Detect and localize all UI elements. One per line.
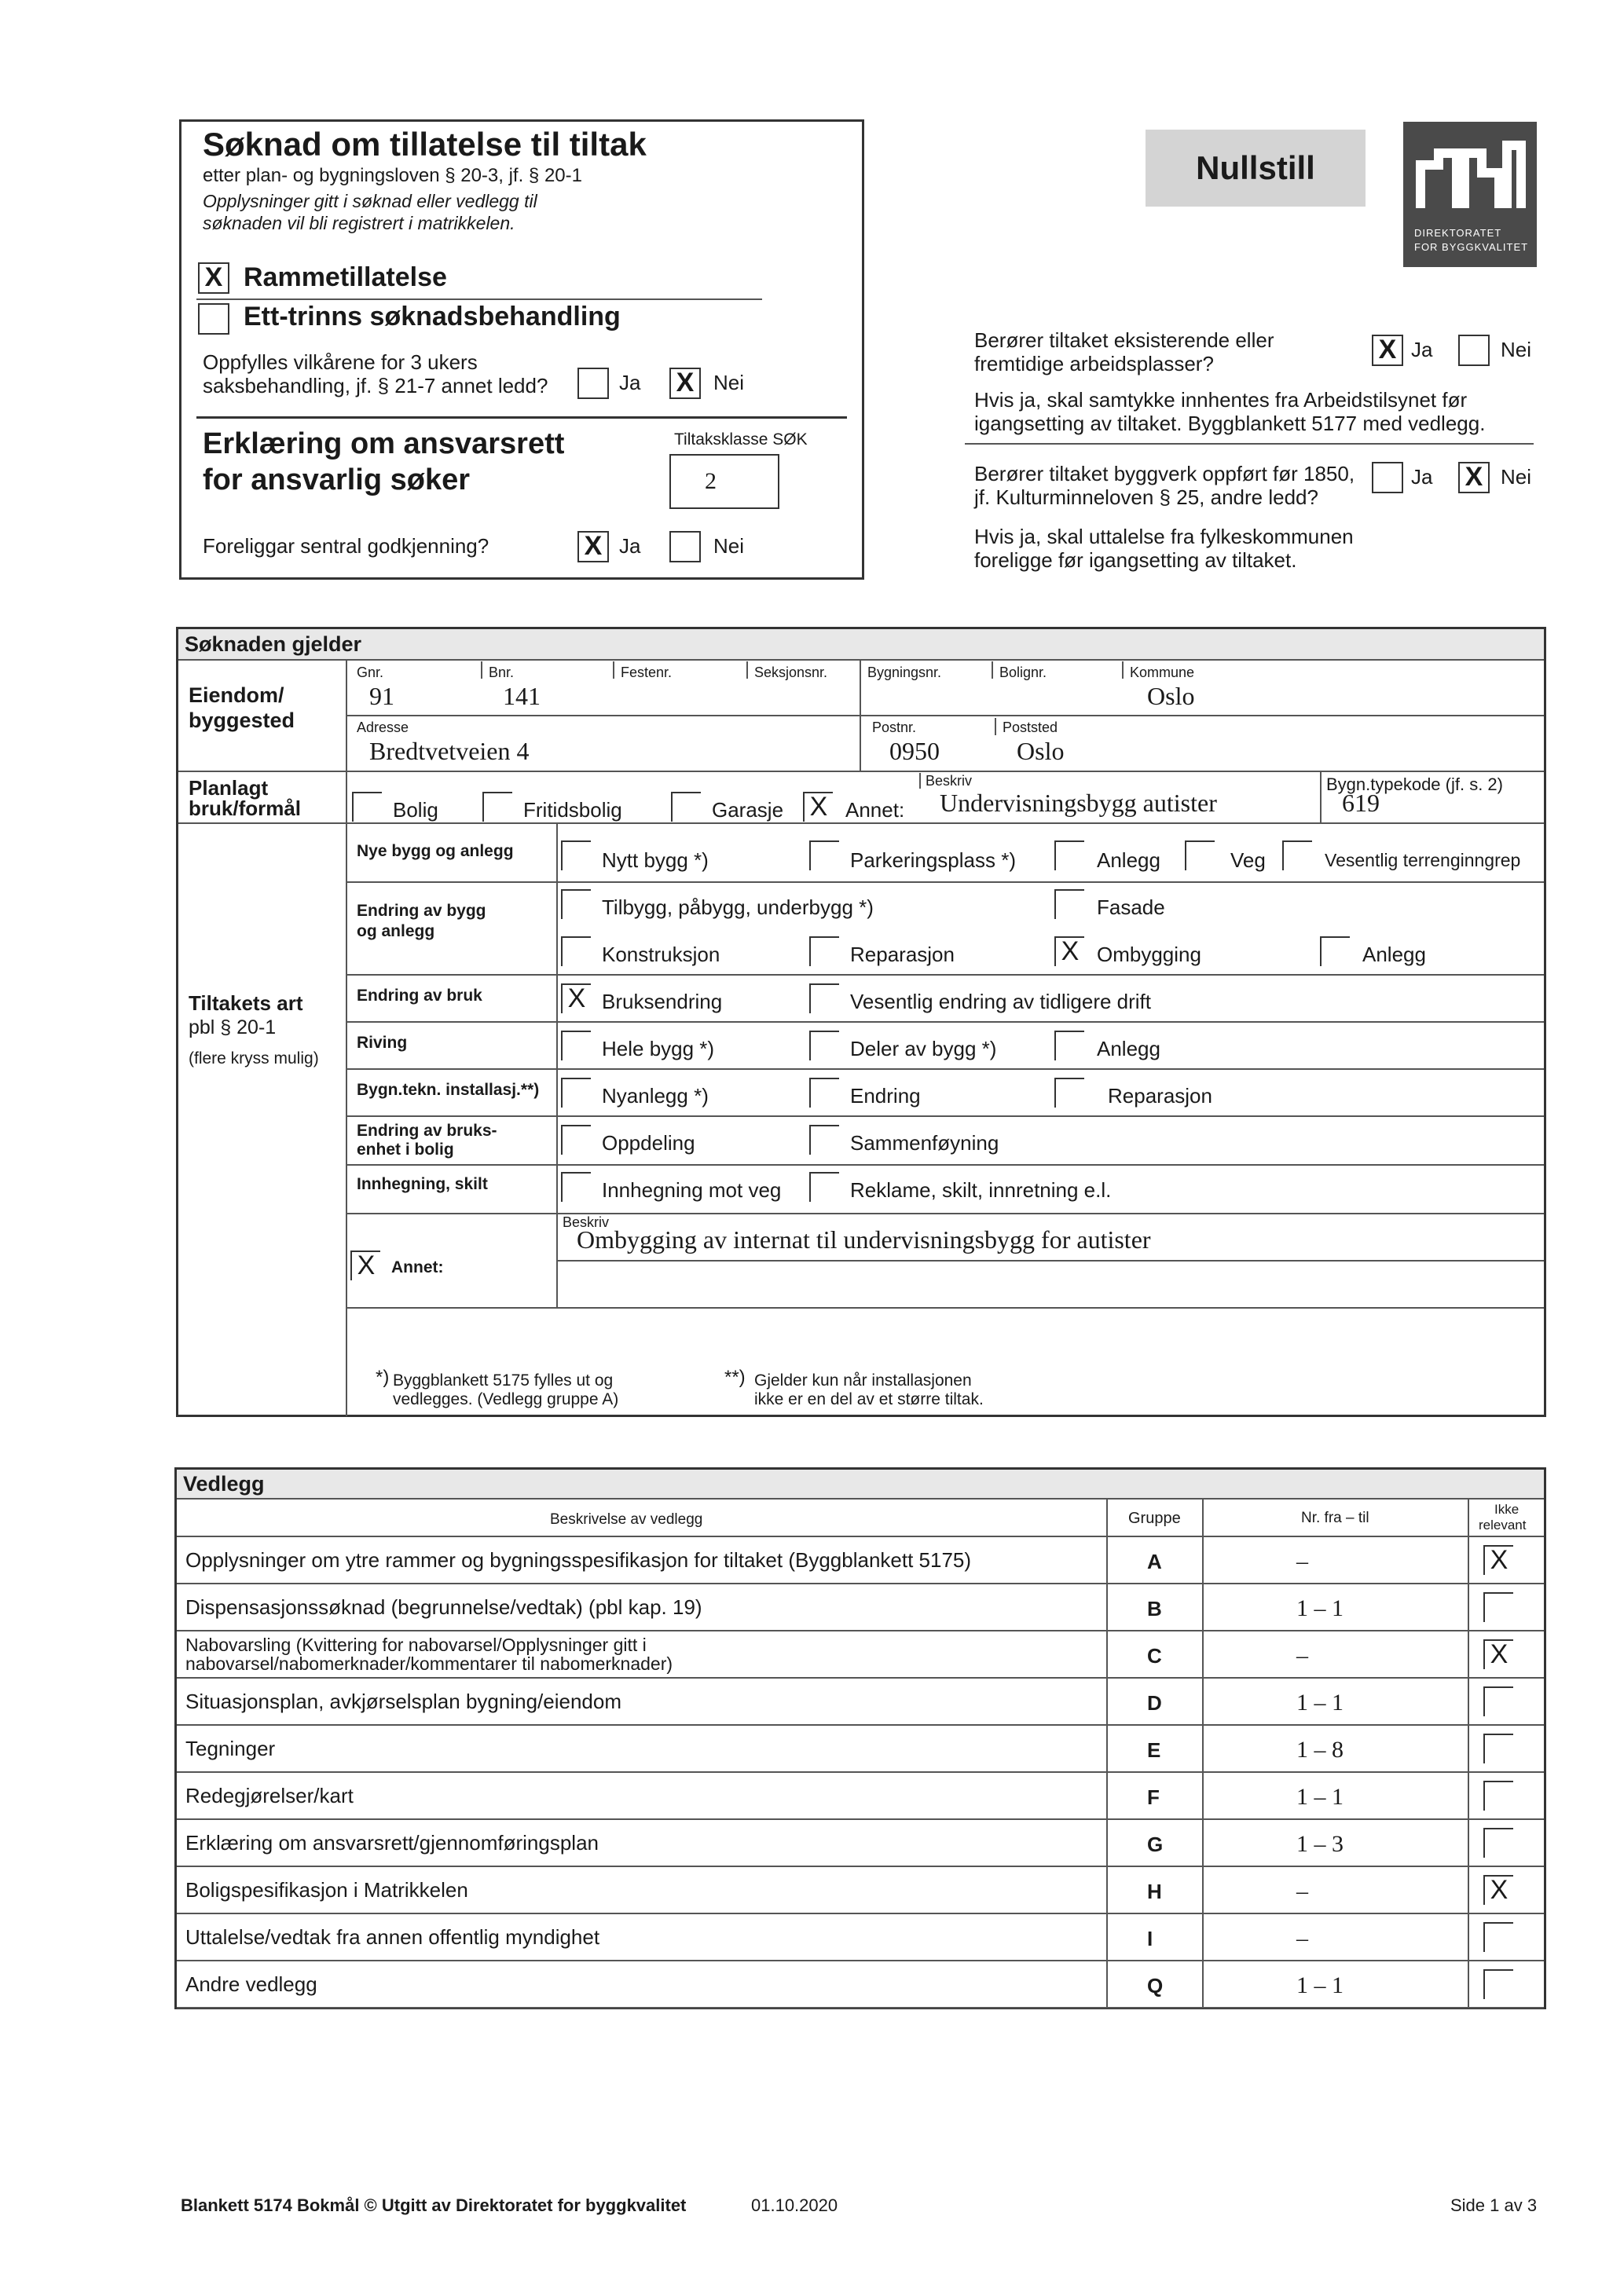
divider	[346, 1021, 1544, 1023]
erklaering-title: Erklæring om ansvarsrett	[203, 427, 565, 460]
divider	[196, 416, 847, 419]
reklame-checkbox[interactable]	[809, 1172, 839, 1202]
garasje-label: Garasje	[712, 798, 784, 822]
terrenginngrep-checkbox[interactable]	[1282, 840, 1312, 870]
sentral-ja-label: Ja	[619, 534, 641, 558]
innhegning-checkbox[interactable]	[561, 1172, 591, 1202]
divider	[177, 1913, 1544, 1914]
tilbygg-checkbox[interactable]	[561, 889, 591, 919]
vedlegg-gruppe: D	[1147, 1691, 1162, 1715]
reparasjon-installasjon-checkbox[interactable]	[1054, 1078, 1084, 1108]
vedlegg-nr[interactable]: 1 – 3	[1296, 1831, 1344, 1857]
divider	[346, 1115, 1544, 1117]
tiltakets-art-label: Tiltakets art	[189, 991, 303, 1015]
divider	[1468, 1498, 1469, 2007]
divider	[177, 1498, 1544, 1500]
fylkeskommune-note-2: foreligge før igangsetting av tiltaket.	[974, 548, 1297, 572]
fritidsbolig-checkbox[interactable]	[482, 792, 512, 822]
vesentlig-endring-checkbox[interactable]	[809, 983, 839, 1013]
innhegning-mot-veg-label: Innhegning mot veg	[602, 1178, 782, 1202]
endring-installasjon-checkbox[interactable]	[809, 1078, 839, 1108]
nyanlegg-checkbox[interactable]	[561, 1078, 591, 1108]
sentral-ja-checkbox[interactable]: X	[577, 531, 609, 562]
divider	[346, 715, 1544, 716]
kulturminne-nei-checkbox[interactable]: X	[1458, 462, 1490, 493]
tiltakets-art-pbl: pbl § 20-1	[189, 1016, 277, 1038]
vedlegg-nr[interactable]: 1 – 1	[1296, 1690, 1344, 1716]
divider	[1122, 661, 1124, 679]
ombygging-label: Ombygging	[1097, 943, 1201, 966]
vedlegg-nr[interactable]: –	[1296, 1925, 1308, 1951]
endring-bygg-label-2: og anlegg	[357, 922, 435, 940]
arbeidstilsynet-note-2: igangsetting av tiltaket. Byggblankett 5177 med vedlegg.	[974, 412, 1486, 435]
bolignr-label: Bolignr.	[999, 665, 1047, 680]
nytt-bygg-checkbox[interactable]	[561, 840, 591, 870]
fasade-checkbox[interactable]	[1054, 889, 1084, 919]
footnote-1: Byggblankett 5175 fylles ut og	[393, 1371, 614, 1390]
reparasjon-installasjon-label: Reparasjon	[1108, 1084, 1212, 1108]
divider	[965, 443, 1534, 445]
anlegg-nye-label: Anlegg	[1097, 848, 1160, 872]
vedlegg-nr[interactable]: 1 – 1	[1296, 1972, 1344, 1998]
tiltaksklasse-label: Tiltaksklasse SØK	[674, 430, 808, 449]
kulturminne-ja-checkbox[interactable]	[1372, 462, 1403, 493]
eiendom-label: Eiendom/	[189, 683, 284, 707]
footnote-1-marker: *)	[376, 1367, 390, 1388]
ikke-relevant-checkbox[interactable]: X	[1483, 1875, 1513, 1905]
fritidsbolig-label: Fritidsbolig	[523, 798, 622, 822]
vedlegg-gruppe: E	[1147, 1738, 1161, 1762]
divider	[346, 881, 1544, 883]
soknaden-heading: Søknaden gjelder	[178, 629, 1544, 659]
veg-label: Veg	[1230, 848, 1266, 872]
col-gruppe: Gruppe	[1128, 1510, 1181, 1527]
beskriv-bruk-label: Beskriv	[926, 773, 973, 789]
vedlegg-gruppe: A	[1147, 1550, 1162, 1573]
reklame-label: Reklame, skilt, innretning e.l.	[850, 1178, 1112, 1202]
bruksendring-label: Bruksendring	[602, 990, 723, 1013]
divider	[919, 773, 921, 789]
vedlegg-desc: Uttalelse/vedtak fra annen offentlig myndighet	[185, 1925, 600, 1949]
divider	[177, 1818, 1544, 1820]
divider	[556, 1260, 1544, 1262]
poststed-label: Poststed	[1003, 720, 1058, 735]
col-nr: Nr. fra – til	[1301, 1510, 1369, 1526]
divider	[177, 1583, 1544, 1584]
planlagt-label-2: bruk/formål	[189, 796, 302, 820]
vedlegg-gruppe: Q	[1147, 1974, 1164, 1998]
arbeidstilsynet-note: Hvis ja, skal samtykke innhentes fra Arbeidstilsynet før	[974, 388, 1468, 412]
anlegg-endring-label: Anlegg	[1362, 943, 1426, 966]
divider	[178, 822, 1544, 824]
deler-av-bygg-label: Deler av bygg *)	[850, 1037, 997, 1060]
endring-bruk-label: Endring av bruk	[357, 987, 482, 1005]
seksjonsnr-label: Seksjonsnr.	[754, 665, 828, 680]
divider	[346, 1213, 1544, 1214]
bolig-checkbox[interactable]	[352, 792, 382, 822]
divider	[177, 1630, 1544, 1631]
vilkar-ja-label: Ja	[619, 371, 641, 394]
arbeidsplasser-nei-checkbox[interactable]	[1458, 335, 1490, 366]
sammenfoyning-label: Sammenføyning	[850, 1131, 999, 1155]
tiltaksklasse-value: 2	[705, 468, 717, 494]
vedlegg-desc: Situasjonsplan, avkjørselsplan bygning/eiendom	[185, 1690, 621, 1713]
vedlegg-desc: Dispensasjonssøknad (begrunnelse/vedtak) (pbl kap. 19)	[185, 1595, 702, 1619]
dibk-logo	[1403, 122, 1537, 267]
divider	[1320, 771, 1322, 822]
divider	[346, 1164, 1544, 1166]
ombygging-checkbox[interactable]: X	[1054, 936, 1084, 966]
divider	[746, 661, 748, 679]
fasade-label: Fasade	[1097, 895, 1165, 919]
ett-trinns-checkbox[interactable]	[198, 303, 229, 335]
beskriv-tiltak-label: Beskriv	[563, 1214, 610, 1230]
divider	[177, 2007, 1544, 2009]
col-beskrivelse: Beskrivelse av vedlegg	[550, 1511, 703, 1528]
adresse-label: Adresse	[357, 720, 409, 735]
innhegning-label: Innhegning, skilt	[357, 1175, 488, 1193]
arbeidsplasser-question: Berører tiltaket eksisterende eller	[974, 328, 1274, 352]
vedlegg-desc: Redegjørelser/kart	[185, 1784, 354, 1807]
arbeidsplasser-ja-checkbox[interactable]: X	[1372, 335, 1403, 366]
divider	[1106, 1498, 1108, 2007]
poststed-value[interactable]: Oslo	[1017, 737, 1065, 765]
reparasjon-checkbox[interactable]	[809, 936, 839, 966]
footer-page: Side 1 av 3	[1450, 2195, 1538, 2215]
vedlegg-nr[interactable]: –	[1296, 1548, 1308, 1574]
footnote-2: Gjelder kun når installasjonen	[754, 1371, 972, 1390]
konstruksjon-label: Konstruksjon	[602, 943, 720, 966]
nullstill-button[interactable]: Nullstill	[1146, 130, 1366, 207]
ikke-relevant-checkbox[interactable]	[1483, 1781, 1513, 1811]
oppdeling-checkbox[interactable]	[561, 1125, 591, 1155]
divider	[346, 974, 1544, 976]
planlagt-label: Planlagt	[189, 776, 269, 800]
beskriv-bruk-value[interactable]: Undervisningsbygg autister	[940, 789, 1217, 817]
logo-text-2: FOR BYGGKVALITET	[1414, 241, 1529, 253]
arbeidsplasser-nei-label: Nei	[1501, 338, 1532, 361]
festenr-label: Festenr.	[621, 665, 673, 680]
veg-checkbox[interactable]	[1185, 840, 1215, 870]
bruksenhet-label: Endring av bruks-	[357, 1122, 497, 1140]
anlegg-riving-checkbox[interactable]	[1054, 1031, 1084, 1060]
bnr-value[interactable]: 141	[503, 682, 541, 710]
divider	[177, 1866, 1544, 1867]
divider	[995, 718, 996, 735]
bygntypekode-value[interactable]: 619	[1342, 789, 1380, 817]
endring-bygg-label: Endring av bygg	[357, 902, 486, 920]
vilkar-ja-checkbox[interactable]	[577, 368, 609, 399]
registry-note-2: søknaden vil bli registrert i matrikkelen.	[203, 213, 515, 233]
registry-note: Opplysninger gitt i søknad eller vedlegg til	[203, 191, 537, 211]
ikke-relevant-checkbox[interactable]	[1483, 1922, 1513, 1952]
postnr-label: Postnr.	[872, 720, 917, 735]
vedlegg-desc: Andre vedlegg	[185, 1972, 317, 1996]
annet-bruk-label: Annet:	[845, 798, 905, 822]
vedlegg-desc: Nabovarsling (Kvittering for nabovarsel/Opplysninger gitt i	[185, 1635, 647, 1655]
bruksenhet-label-2: enhet i bolig	[357, 1141, 454, 1159]
divider	[346, 822, 347, 1416]
bygn-tekn-label: Bygn.tekn. installasj.**)	[357, 1081, 540, 1099]
riving-label: Riving	[357, 1034, 408, 1052]
oppdeling-label: Oppdeling	[602, 1131, 695, 1155]
ikke-relevant-checkbox[interactable]	[1483, 1828, 1513, 1858]
rammetillatelse-label: Rammetillatelse	[244, 262, 447, 292]
footnote-1-2: vedlegges. (Vedlegg gruppe A)	[393, 1390, 619, 1408]
hele-bygg-checkbox[interactable]	[561, 1031, 591, 1060]
vedlegg-nr[interactable]: 1 – 8	[1296, 1737, 1344, 1763]
header-box	[179, 119, 864, 580]
divider	[613, 661, 614, 679]
vedlegg-desc: Boligspesifikasjon i Matrikkelen	[185, 1878, 468, 1902]
footnote-2-2: ikke er en del av et større tiltak.	[754, 1390, 984, 1408]
divider	[196, 298, 762, 300]
footer-form-info: Blankett 5174 Bokmål © Utgitt av Direktoratet for byggkvalitet	[181, 2195, 687, 2215]
erklaering-title-2: for ansvarlig søker	[203, 463, 471, 496]
nyanlegg-label: Nyanlegg *)	[602, 1084, 709, 1108]
bnr-label: Bnr.	[489, 665, 515, 680]
parkeringsplass-label: Parkeringsplass *)	[850, 848, 1016, 872]
arbeidsplasser-question-2: fremtidige arbeidsplasser?	[974, 352, 1214, 375]
footnote-2-marker: **)	[724, 1367, 746, 1388]
form-subtitle: etter plan- og bygningsloven § 20-3, jf. § 20-1	[203, 165, 582, 186]
anlegg-endring-checkbox[interactable]	[1320, 936, 1350, 966]
endring-installasjon-label: Endring	[850, 1084, 921, 1108]
divider	[992, 661, 993, 679]
divider	[178, 659, 1544, 661]
gnr-label: Gnr.	[357, 665, 384, 680]
divider	[481, 661, 482, 679]
ikke-relevant-checkbox[interactable]: X	[1483, 1639, 1513, 1669]
annet-tiltak-checkbox[interactable]: X	[350, 1251, 380, 1280]
dibk-logo-mark	[1403, 122, 1537, 224]
fylkeskommune-note: Hvis ja, skal uttalelse fra fylkeskommunen	[974, 525, 1354, 548]
konstruksjon-checkbox[interactable]	[561, 936, 591, 966]
vedlegg-desc-2: nabovarsel/nabomerknader/kommentarer til nabomerknader)	[185, 1653, 673, 1674]
kommune-value[interactable]: Oslo	[1147, 682, 1195, 710]
anlegg-nye-checkbox[interactable]	[1054, 840, 1084, 870]
hele-bygg-label: Hele bygg *)	[602, 1037, 715, 1060]
divider	[177, 1724, 1544, 1726]
vedlegg-desc: Tegninger	[185, 1737, 276, 1760]
terrenginngrep-label: Vesentlig terrenginngrep	[1325, 850, 1521, 870]
reparasjon-label: Reparasjon	[850, 943, 955, 966]
vedlegg-nr[interactable]: 1 – 1	[1296, 1595, 1344, 1621]
vilkar-nei-checkbox[interactable]: X	[669, 368, 701, 399]
rammetillatelse-checkbox[interactable]: X	[198, 262, 229, 294]
divider	[346, 1307, 1544, 1309]
kulturminne-ja-label: Ja	[1411, 465, 1433, 489]
garasje-checkbox[interactable]	[671, 792, 701, 822]
sammenfoyning-checkbox[interactable]	[809, 1125, 839, 1155]
kulturminne-question-2: jf. Kulturminneloven § 25, andre ledd?	[974, 485, 1318, 509]
sentral-godkjenning-question: Foreliggar sentral godkjenning?	[203, 534, 489, 558]
divider	[346, 1068, 1544, 1070]
bygningsnr-label: Bygningsnr.	[867, 665, 942, 680]
postnr-value[interactable]: 0950	[889, 737, 940, 765]
bolig-label: Bolig	[393, 798, 438, 822]
ikke-relevant-checkbox[interactable]	[1483, 1592, 1513, 1622]
vedlegg-gruppe: I	[1147, 1927, 1153, 1950]
parkeringsplass-checkbox[interactable]	[809, 840, 839, 870]
form-title: Søknad om tillatelse til tiltak	[203, 126, 647, 163]
footer-date: 01.10.2020	[751, 2195, 838, 2215]
vilkar-nei-label: Nei	[713, 371, 745, 394]
divider	[1202, 1498, 1204, 2007]
ett-trinns-label: Ett-trinns søknadsbehandling	[244, 302, 621, 331]
col-ikke-relevant-2: relevant	[1479, 1518, 1527, 1532]
divider	[177, 1771, 1544, 1773]
adresse-value[interactable]: Bredtvetveien 4	[369, 737, 530, 765]
tiltakets-art-hint: (flere kryss mulig)	[189, 1049, 319, 1067]
beskriv-tiltak-value[interactable]: Ombygging av internat til undervisningsbygg for autister	[577, 1225, 1151, 1254]
vedlegg-nr[interactable]: 1 – 1	[1296, 1784, 1344, 1810]
logo-text-1: DIREKTORATET	[1414, 227, 1502, 239]
tilbygg-label: Tilbygg, påbygg, underbygg *)	[602, 895, 874, 919]
bruksendring-checkbox[interactable]: X	[561, 983, 591, 1013]
vilkar-question: Oppfylles vilkårene for 3 ukers	[203, 350, 478, 374]
eiendom-label-2: byggested	[189, 709, 295, 732]
ikke-relevant-checkbox[interactable]	[1483, 1734, 1513, 1763]
kulturminne-nei-label: Nei	[1501, 465, 1532, 489]
deler-av-bygg-checkbox[interactable]	[809, 1031, 839, 1060]
nye-bygg-label: Nye bygg og anlegg	[357, 842, 514, 860]
vilkar-question-2: saksbehandling, jf. § 21-7 annet ledd?	[203, 374, 548, 397]
divider	[178, 771, 1544, 772]
kommune-label: Kommune	[1130, 665, 1195, 680]
ikke-relevant-checkbox[interactable]	[1483, 1969, 1513, 1999]
nytt-bygg-label: Nytt bygg *)	[602, 848, 709, 872]
annet-bruk-checkbox[interactable]: X	[803, 792, 833, 822]
vedlegg-nr[interactable]: –	[1296, 1642, 1308, 1668]
vedlegg-desc: Opplysninger om ytre rammer og bygningsspesifikasjon for tiltaket (Byggblankett 5175)	[185, 1548, 972, 1572]
divider	[177, 1960, 1544, 1961]
col-ikke-relevant: Ikke	[1494, 1502, 1520, 1517]
gnr-value[interactable]: 91	[369, 682, 394, 710]
ikke-relevant-checkbox[interactable]	[1483, 1686, 1513, 1716]
bygntypekode-label: Bygn.typekode (jf. s. 2)	[1326, 774, 1503, 794]
vedlegg-gruppe: F	[1147, 1785, 1160, 1809]
vedlegg-gruppe: B	[1147, 1597, 1162, 1620]
vesentlig-endring-label: Vesentlig endring av tidligere drift	[850, 990, 1152, 1013]
annet-tiltak-label: Annet:	[391, 1258, 444, 1276]
kulturminne-question: Berører tiltaket byggverk oppført før 1850,	[974, 462, 1355, 485]
anlegg-riving-label: Anlegg	[1097, 1037, 1160, 1060]
vedlegg-nr[interactable]: –	[1296, 1878, 1308, 1904]
ikke-relevant-checkbox[interactable]: X	[1483, 1545, 1513, 1575]
sentral-nei-label: Nei	[713, 534, 745, 558]
vedlegg-gruppe: G	[1147, 1833, 1164, 1856]
sentral-nei-checkbox[interactable]	[669, 531, 701, 562]
arbeidsplasser-ja-label: Ja	[1411, 338, 1433, 361]
vedlegg-desc: Erklæring om ansvarsrett/gjennomføringsplan	[185, 1831, 599, 1855]
vedlegg-gruppe: C	[1147, 1644, 1162, 1668]
vedlegg-gruppe: H	[1147, 1880, 1162, 1903]
divider	[177, 1536, 1544, 1537]
vedlegg-heading: Vedlegg	[177, 1470, 1544, 1498]
divider	[177, 1677, 1544, 1679]
tiltaksklasse-field[interactable]	[669, 454, 779, 509]
